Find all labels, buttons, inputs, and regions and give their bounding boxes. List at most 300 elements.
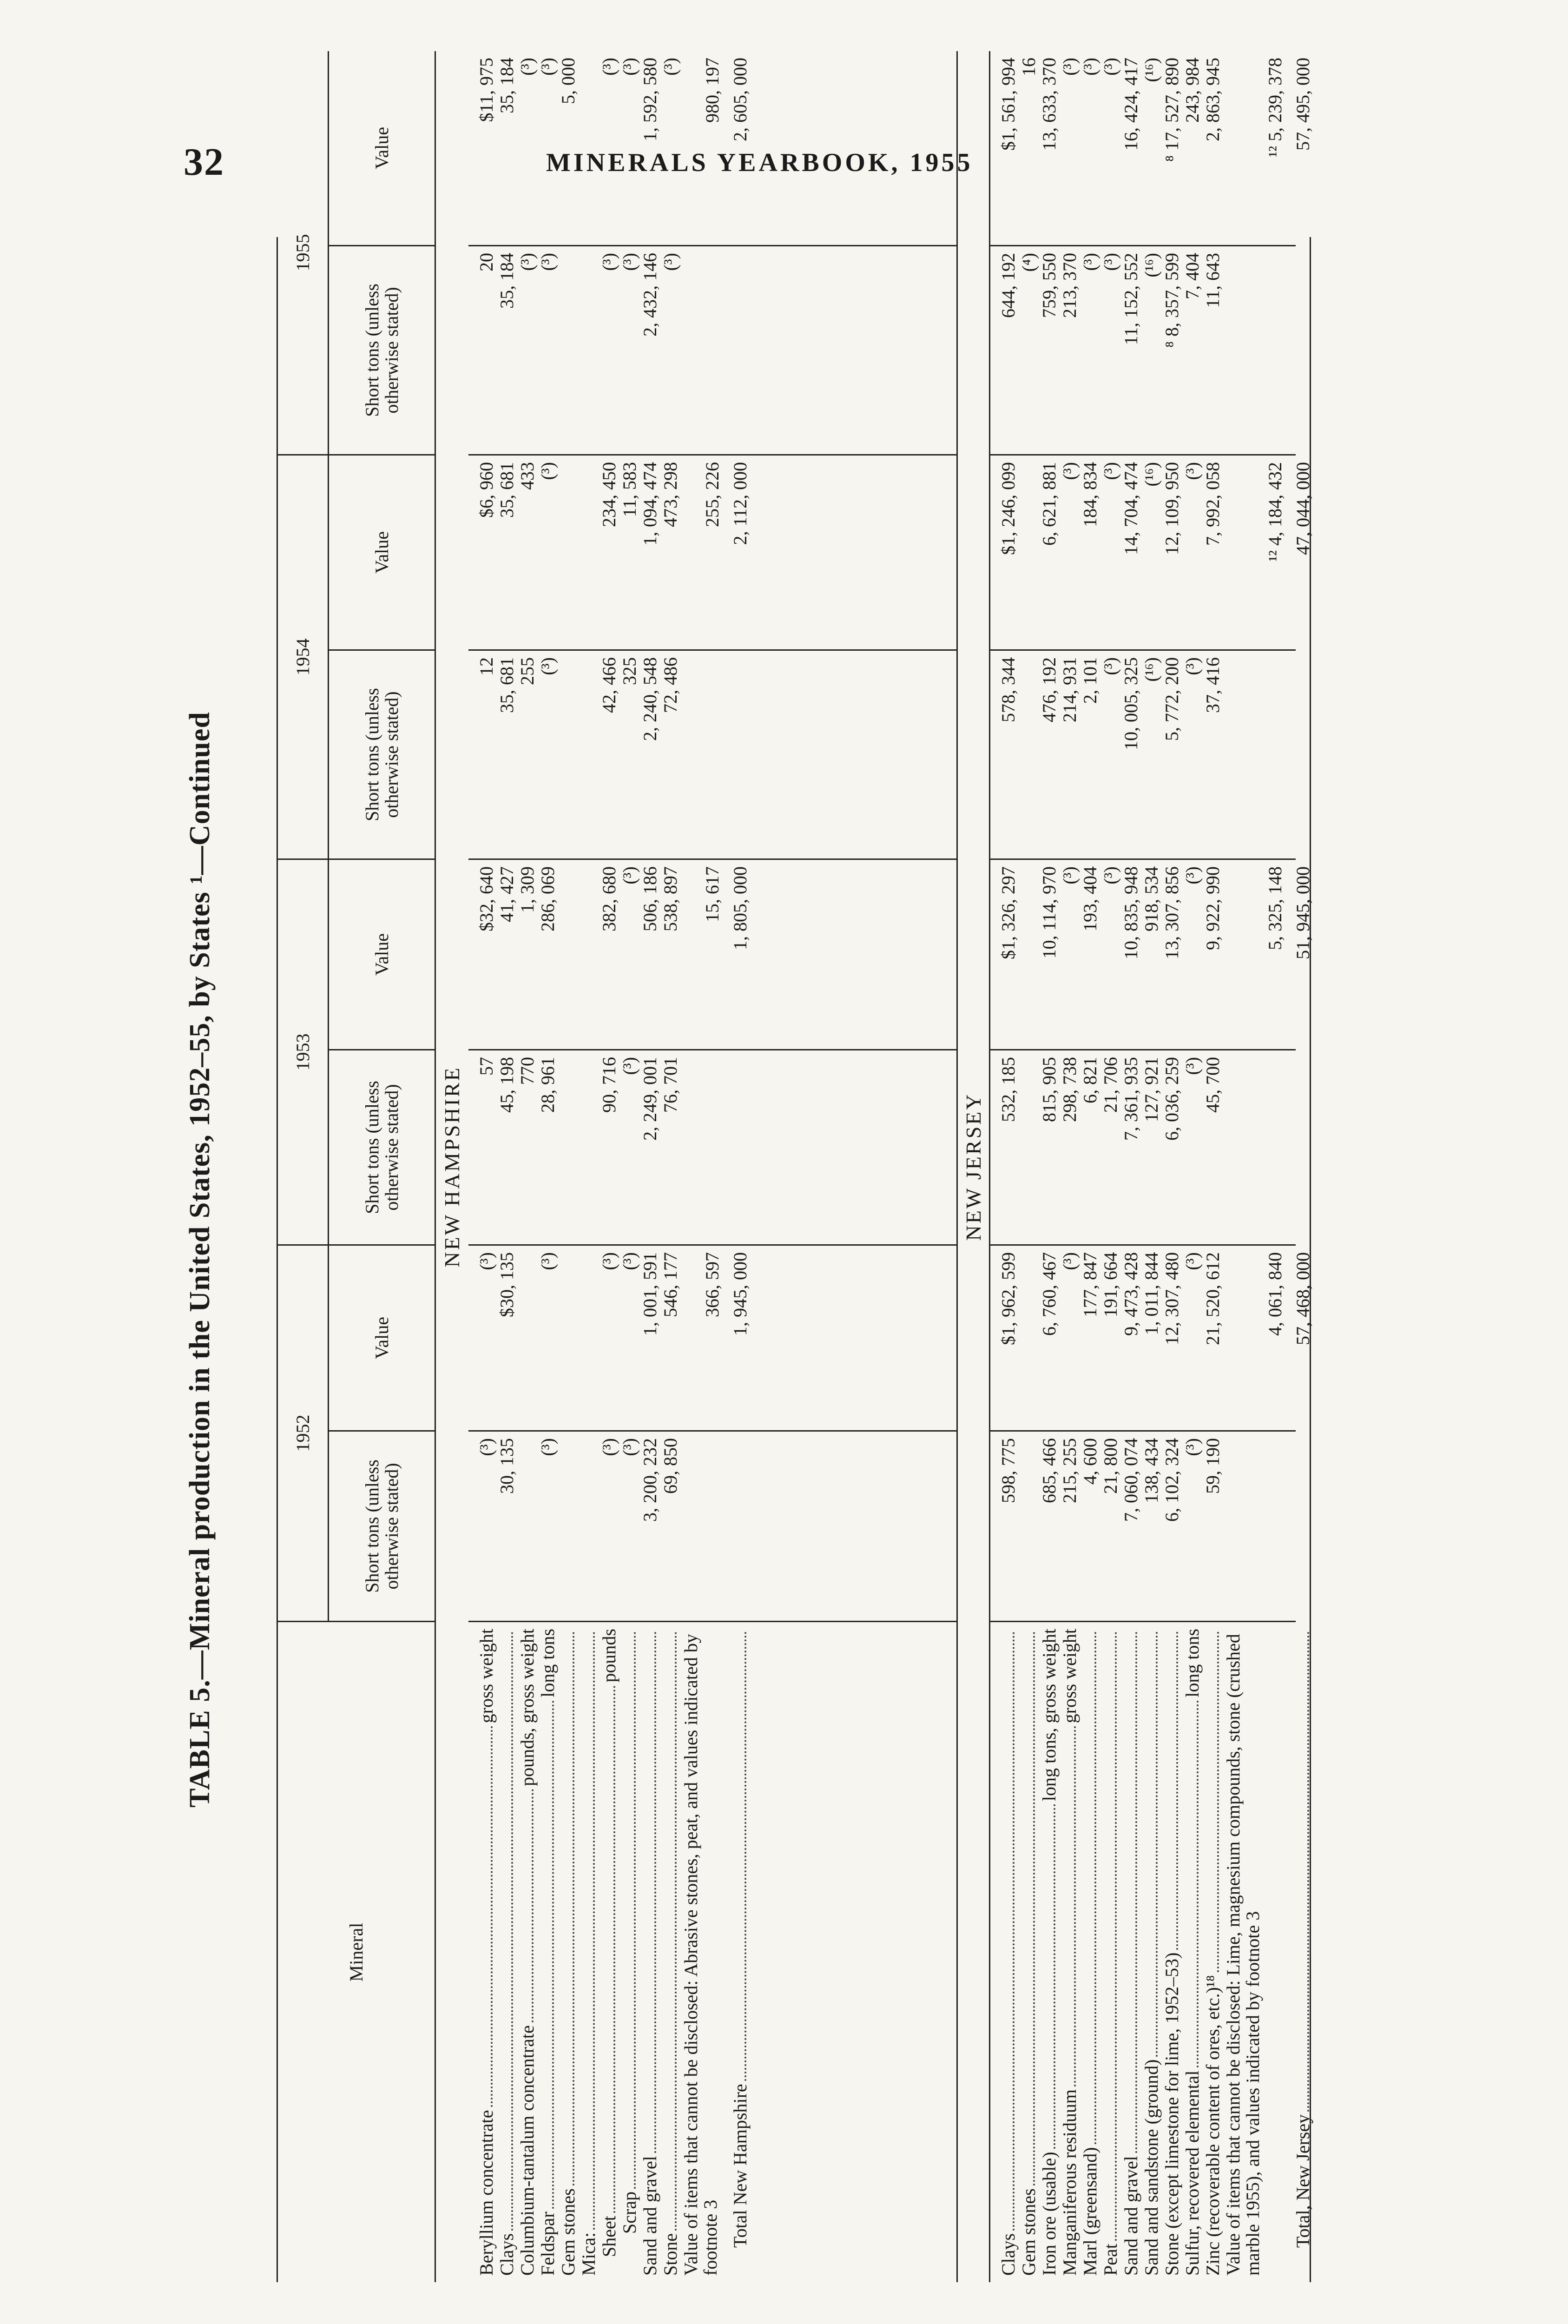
table-cell: (³) — [1059, 1252, 1080, 1270]
table-cell: (¹⁶) — [1141, 253, 1162, 277]
mineral-row-label — [1121, 1629, 1142, 2276]
data-column — [989, 456, 1313, 651]
leader-dots — [1121, 1631, 1137, 2153]
table-cell: 35, 184 — [496, 58, 517, 113]
leader-dots — [1293, 1631, 1309, 2112]
table-cell: 1, 001, 591 — [639, 1252, 660, 1336]
table-cell: 12, 109, 950 — [1161, 462, 1182, 555]
table-cell: (³) — [599, 58, 619, 76]
table-cell: 6, 621, 881 — [1039, 462, 1060, 546]
table-cell: 15, 617 — [702, 866, 723, 922]
total-row-label — [731, 1629, 751, 2276]
mineral-row-label — [538, 1629, 559, 2276]
short-tons-header: Short tons (unless otherwise stated) — [329, 1432, 436, 1622]
mineral-row-label — [518, 1629, 538, 2276]
table-cell: (³) — [1100, 58, 1121, 76]
table-cell: 35, 681 — [496, 462, 517, 518]
mineral-name: Manganiferous residuum — [1059, 2089, 1080, 2276]
table-cell: (³) — [660, 253, 681, 271]
year-header-1953: 1953 — [278, 860, 329, 1246]
mineral-name: Sand and gravel — [1120, 2156, 1141, 2276]
table-cell: 1, 011, 844 — [1141, 1252, 1162, 1335]
table-cell — [1224, 1438, 1285, 1614]
mineral-row-label — [640, 1629, 661, 2276]
table-cell: 546, 177 — [660, 1252, 681, 1317]
leader-dots — [1101, 1631, 1117, 2241]
table-cell — [579, 657, 600, 852]
total-cell: 47, 044, 000 — [1292, 462, 1313, 555]
table-cell — [681, 1057, 722, 1238]
table-cell — [579, 1057, 600, 1238]
table-cell: 598, 775 — [998, 1438, 1019, 1503]
table-cell: 7, 361, 935 — [1120, 1057, 1141, 1141]
table-cell: (³) — [517, 58, 538, 76]
table-cell: 815, 905 — [1039, 1057, 1060, 1122]
short-tons-header: Short tons (unless otherwise stated) — [329, 1050, 436, 1246]
table-cell: (³) — [1059, 866, 1080, 885]
table-cell: (³) — [537, 253, 558, 271]
leader-dots — [640, 1631, 656, 2153]
leader-dots — [1162, 1631, 1178, 1950]
table-title: TABLE 5.—Mineral production in the United States, 1952–55, by States ¹—Continued — [184, 712, 216, 1808]
table-cell: 4, 061, 840 — [1265, 1252, 1285, 1336]
table-cell — [1224, 657, 1285, 852]
table-cell: 243, 984 — [1182, 58, 1203, 123]
table-cell: (³) — [619, 1438, 640, 1456]
total-row-label — [1293, 1629, 1314, 2276]
data-column — [989, 1432, 1296, 1622]
leader-dots — [1142, 1631, 1158, 2057]
table-cell: 13, 633, 370 — [1039, 58, 1060, 151]
table-cell: (³) — [619, 253, 640, 271]
table-cell — [1019, 1252, 1040, 1424]
table-cell: 57 — [476, 1057, 497, 1076]
table-cell: $1, 962, 599 — [998, 1252, 1019, 1345]
table-cell: 13, 307, 856 — [1161, 866, 1182, 959]
table-cell: (³) — [1182, 1057, 1203, 1075]
mineral-row-label — [579, 1629, 600, 2276]
unit-label: pounds, gross weight — [517, 1629, 538, 1786]
table-cell — [1019, 657, 1040, 852]
mineral-header: Mineral — [278, 1622, 436, 2282]
table-cell: (¹⁶) — [1141, 58, 1162, 82]
table-cell — [1019, 866, 1040, 1043]
table-cell: 16, 424, 417 — [1120, 58, 1141, 151]
mineral-row-label — [661, 1629, 681, 2276]
leader-dots — [661, 1631, 677, 2231]
mineral-row-label — [1101, 1629, 1121, 2276]
mineral-row-label — [681, 1629, 722, 2276]
table-cell: ⁸ 8, 357, 599 — [1161, 253, 1182, 348]
table-cell: (³) — [1059, 58, 1080, 76]
mineral-row-label — [1060, 1629, 1080, 2276]
total-cell — [731, 657, 751, 852]
leader-dots — [497, 1631, 513, 2231]
table-cell: 325 — [619, 657, 640, 685]
table-cell: 298, 738 — [1059, 1057, 1080, 1122]
table-cell — [579, 1252, 600, 1424]
table-cell: 215, 255 — [1059, 1438, 1080, 1503]
total-cell — [731, 1057, 751, 1238]
table-cell: 1, 592, 580 — [639, 58, 660, 141]
table-cell: 9, 473, 428 — [1120, 1252, 1141, 1336]
mineral-name: Gem stones — [1018, 2188, 1039, 2276]
leader-dots — [620, 1631, 636, 2189]
table-cell: 14, 704, 474 — [1120, 462, 1141, 555]
table-cell: 759, 550 — [1039, 253, 1060, 318]
data-column — [989, 1050, 1296, 1246]
unit-label: pounds — [599, 1629, 619, 1683]
table-cell — [579, 462, 600, 643]
table-cell: 45, 700 — [1202, 1057, 1223, 1113]
table-cell: 35, 184 — [496, 253, 517, 309]
mineral-name: Clays — [998, 2233, 1019, 2276]
table-cell: $6, 960 — [476, 462, 497, 518]
total-cell: 57, 495, 000 — [1292, 58, 1313, 151]
total-cell: 51, 945, 000 — [1292, 866, 1313, 959]
table-cell — [681, 1438, 722, 1614]
leader-dots — [600, 1685, 615, 2213]
table-cell: (³) — [1182, 657, 1203, 675]
mineral-name: Peat — [1100, 2244, 1121, 2276]
data-column — [468, 1050, 956, 1246]
mineral-name: Iron ore (usable) — [1039, 2152, 1060, 2276]
table-cell — [518, 1252, 538, 1424]
data-column — [989, 246, 1296, 456]
mineral-row-label — [620, 1629, 640, 2276]
table-cell: (³) — [1100, 462, 1121, 480]
section-label-new-jersey: NEW JERSEY — [956, 51, 989, 2282]
table-cell: 11, 152, 552 — [1120, 253, 1141, 345]
table-cell: $30, 135 — [496, 1252, 517, 1317]
table-cell: 770 — [517, 1057, 538, 1085]
leader-dots — [1080, 1631, 1096, 2144]
table-cell: 193, 404 — [1080, 866, 1100, 931]
table-cell: 644, 192 — [998, 253, 1019, 318]
table-cell: 59, 190 — [1202, 1438, 1223, 1494]
table-cell: 980, 197 — [702, 58, 723, 123]
running-title: MINERALS YEARBOOK, 1955 — [546, 148, 973, 177]
table-cell: 6, 102, 324 — [1161, 1438, 1182, 1522]
table-cell: 382, 680 — [599, 866, 619, 931]
table-cell: (³) — [599, 253, 619, 271]
mineral-name: Stone — [660, 2233, 681, 2276]
table-cell: 12 — [476, 657, 497, 676]
mineral-name: Value of items that cannot be disclosed: Lime, magnesium compounds, stone (crushed marble 1955), and values indicated by footnote 3 — [1223, 1634, 1263, 2276]
data-column — [989, 1246, 1313, 1432]
leader-dots — [1060, 1726, 1076, 2086]
data-column — [989, 860, 1313, 1050]
mineral-name: Marl (greensand) — [1080, 2147, 1100, 2276]
mineral-row-label — [1142, 1629, 1162, 2276]
table-cell: 45, 198 — [496, 1057, 517, 1113]
data-column — [989, 51, 1313, 246]
unit-label: long tons — [1182, 1629, 1203, 1697]
short-tons-header: Short tons (unless otherwise stated) — [329, 651, 436, 860]
table-cell: 1, 309 — [517, 866, 538, 913]
table-cell: (³) — [476, 1252, 497, 1270]
table-cell — [559, 1057, 579, 1238]
table-cell: (³) — [1182, 866, 1203, 885]
data-column — [468, 246, 956, 456]
table-cell: 37, 416 — [1202, 657, 1223, 713]
table-cell: 578, 344 — [998, 657, 1019, 722]
table-cell: (³) — [599, 1252, 619, 1270]
total-cell — [1293, 657, 1314, 852]
total-cell — [731, 253, 751, 448]
value-header: Value — [329, 860, 436, 1050]
leader-dots — [477, 1726, 493, 2107]
table-cell: 506, 186 — [639, 866, 660, 931]
data-column — [468, 1246, 956, 1432]
table-cell: 6, 821 — [1080, 1057, 1100, 1103]
table-cell — [1019, 1057, 1040, 1238]
total-cell — [1293, 1057, 1314, 1238]
table-cell: 286, 069 — [537, 866, 558, 931]
table-cell: (³) — [1080, 58, 1100, 76]
table-cell: 9, 922, 990 — [1202, 866, 1223, 950]
table-cell: 11, 583 — [619, 462, 640, 517]
table-cell: 138, 434 — [1141, 1438, 1162, 1503]
table-cell: 234, 450 — [599, 462, 619, 527]
table-cell: 28, 961 — [537, 1057, 558, 1113]
leader-dots — [579, 1631, 595, 2230]
table-cell: 2, 240, 548 — [639, 657, 660, 741]
table-cell: $32, 640 — [476, 866, 497, 931]
value-header: Value — [329, 1246, 436, 1432]
table-cell: (³) — [476, 1438, 497, 1456]
table-cell: 21, 706 — [1100, 1057, 1121, 1113]
year-header-1954: 1954 — [278, 456, 329, 860]
table-cell: 476, 192 — [1039, 657, 1060, 722]
mineral-row-label — [1183, 1629, 1203, 2276]
table-cell — [559, 657, 579, 852]
table-cell: (³) — [619, 58, 640, 76]
table-cell: (³) — [537, 58, 558, 76]
table-cell: 21, 520, 612 — [1202, 1252, 1223, 1345]
data-column — [468, 51, 956, 246]
table-cell: (³) — [619, 1057, 640, 1075]
table-cell: 918, 534 — [1141, 866, 1162, 931]
table-cell: (³) — [1100, 657, 1121, 675]
total-cell — [1293, 253, 1314, 448]
table-cell: 2, 249, 001 — [639, 1057, 660, 1141]
data-column — [468, 456, 956, 651]
table-cell: 7, 060, 074 — [1120, 1438, 1141, 1522]
table-cell: ¹² 4, 184, 432 — [1265, 462, 1285, 561]
year-header-1955: 1955 — [278, 51, 329, 456]
table-cell: ⁸ 17, 527, 890 — [1161, 58, 1182, 162]
section-label-new-hampshire: NEW HAMPSHIRE — [440, 1066, 464, 1268]
table-cell: $1, 246, 099 — [998, 462, 1019, 555]
table-cell: 21, 800 — [1100, 1438, 1121, 1494]
table-cell: 11, 643 — [1202, 253, 1223, 308]
table-cell: 2, 101 — [1080, 657, 1100, 704]
table-cell: 35, 681 — [496, 657, 517, 713]
table-cell: 2, 432, 146 — [639, 253, 660, 337]
leader-dots — [1019, 1631, 1035, 2185]
table-cell: 7, 992, 058 — [1202, 462, 1223, 546]
table-cell: (³) — [619, 1252, 640, 1270]
leader-dots — [731, 1631, 746, 2081]
leader-dots — [1040, 1804, 1055, 2149]
data-column — [989, 651, 1296, 860]
table-cell: 6, 760, 467 — [1039, 1252, 1060, 1336]
table-cell: 255, 226 — [702, 462, 723, 527]
leader-dots — [518, 1789, 534, 2022]
unit-label: gross weight — [476, 1629, 497, 1723]
table-cell: 1, 094, 474 — [639, 462, 660, 546]
mineral-name: Sand and sandstone (ground) — [1141, 2059, 1162, 2276]
mineral-name: Sulfur, recovered elemental — [1182, 2070, 1203, 2276]
table-cell: (³) — [1100, 866, 1121, 885]
mineral-name: Value of items that cannot be disclosed: Abrasive stones, peat, and values indicated by footnote 3 — [680, 1634, 721, 2276]
table-cell: (³) — [1059, 462, 1080, 480]
table-cell: (¹⁶) — [1141, 462, 1162, 487]
table-cell: 69, 850 — [660, 1438, 681, 1494]
table-cell: 90, 716 — [599, 1057, 619, 1113]
table-cell: 6, 036, 259 — [1161, 1057, 1182, 1141]
mineral-column — [989, 1622, 1313, 2282]
mineral-row-label — [559, 1629, 579, 2276]
mineral-row-label — [1040, 1629, 1060, 2276]
mineral-name: Total New Hampshire — [730, 2084, 751, 2248]
table-cell: 184, 834 — [1080, 462, 1100, 527]
table-cell: (¹⁶) — [1141, 657, 1162, 682]
table-cell: 127, 921 — [1141, 1057, 1162, 1122]
mineral-name: Stone (except limestone for lime, 1952–53) — [1161, 1952, 1182, 2276]
table-cell: 255 — [517, 657, 538, 685]
table-cell: 41, 427 — [496, 866, 517, 922]
mineral-name: Feldspar — [537, 2212, 558, 2276]
table-cell: (³) — [599, 1438, 619, 1456]
total-cell — [1293, 1438, 1314, 1614]
value-header: Value — [329, 456, 436, 651]
mineral-row-label — [1080, 1629, 1101, 2276]
mineral-name: Sheet — [599, 2216, 619, 2257]
mineral-row-label — [999, 1629, 1019, 2276]
total-cell: 57, 468, 000 — [1292, 1252, 1313, 1345]
page-number: 32 — [184, 140, 224, 184]
mineral-name: Beryllium concentrate — [476, 2110, 497, 2276]
leader-dots — [1203, 1631, 1219, 1972]
table-cell: 20 — [476, 253, 497, 271]
table-cell — [559, 253, 579, 448]
table-cell: (³) — [517, 253, 538, 271]
table-cell: (⁴) — [1018, 253, 1039, 272]
leader-dots — [999, 1631, 1015, 2231]
table-cell: $11, 975 — [476, 58, 497, 122]
table-cell: (³) — [619, 866, 640, 885]
table-cell — [1224, 253, 1285, 448]
mineral-row-label — [1224, 1629, 1285, 2276]
unit-label: long tons — [537, 1629, 558, 1697]
total-cell: 1, 945, 000 — [730, 1252, 751, 1336]
table-cell: $1, 326, 297 — [998, 866, 1019, 959]
table-cell: ¹² 5, 239, 378 — [1265, 58, 1285, 157]
table-cell: $1, 561, 994 — [998, 58, 1019, 151]
leader-dots — [559, 1631, 574, 2185]
table-cell: 16 — [1018, 58, 1039, 76]
table-cell: 10, 114, 970 — [1039, 866, 1060, 959]
leader-dots — [1183, 1700, 1199, 2068]
table-cell — [559, 1438, 579, 1614]
total-cell: 2, 605, 000 — [730, 58, 751, 141]
year-header-1952: 1952 — [278, 1246, 329, 1622]
table-cell: 42, 466 — [599, 657, 619, 713]
table-cell: 433 — [517, 462, 538, 490]
mineral-column — [468, 1622, 956, 2282]
total-cell: 1, 805, 000 — [730, 866, 751, 950]
table-cell — [559, 866, 579, 1043]
table-cell: (³) — [1100, 253, 1121, 271]
mineral-name: Sand and gravel — [639, 2156, 660, 2276]
table-cell: (³) — [537, 657, 558, 675]
table-cell — [579, 1438, 600, 1614]
table-cell: 213, 370 — [1059, 253, 1080, 318]
table-cell: (³) — [1182, 1252, 1203, 1270]
table-cell: (³) — [1182, 462, 1203, 480]
table-cell: 30, 135 — [496, 1438, 517, 1494]
table-cell — [579, 58, 600, 238]
total-cell: 2, 112, 000 — [730, 462, 751, 545]
table-cell: 191, 664 — [1100, 1252, 1121, 1317]
table-cell — [579, 866, 600, 1043]
value-header: Value — [329, 51, 436, 246]
mineral-row-label — [600, 1629, 620, 2276]
table-cell: 538, 897 — [660, 866, 681, 931]
mineral-name: Total, New Jersey — [1292, 2114, 1313, 2248]
table-cell — [681, 253, 722, 448]
table-cell: (³) — [537, 462, 558, 480]
table-cell — [1224, 1057, 1285, 1238]
mineral-name: Mica: — [578, 2232, 599, 2276]
mineral-name: Gem stones — [558, 2188, 579, 2276]
table-cell: (³) — [537, 1252, 558, 1270]
table-cell — [681, 657, 722, 852]
mineral-row-label — [477, 1629, 497, 2276]
unit-label: long tons, gross weight — [1039, 1629, 1060, 1802]
table-cell: (³) — [537, 1438, 558, 1456]
table-cell: 177, 847 — [1080, 1252, 1100, 1317]
data-column — [468, 1432, 956, 1622]
table-cell: 5, 325, 148 — [1265, 866, 1285, 950]
table-cell: 5, 000 — [558, 58, 579, 104]
table-cell: 4, 600 — [1080, 1438, 1100, 1485]
table-cell: 366, 597 — [702, 1252, 723, 1317]
mineral-row-label — [1162, 1629, 1183, 2276]
table-cell: 72, 486 — [660, 657, 681, 713]
table-cell — [559, 1252, 579, 1424]
short-tons-header: Short tons (unless otherwise stated) — [329, 246, 436, 456]
table-cell — [518, 1438, 538, 1614]
table-cell — [1019, 462, 1040, 643]
table-cell: 3, 200, 232 — [639, 1438, 660, 1522]
leader-dots — [538, 1700, 554, 2209]
data-column — [468, 651, 956, 860]
table-cell: (³) — [1080, 253, 1100, 271]
total-cell — [731, 1438, 751, 1614]
table-cell: 7, 404 — [1182, 253, 1203, 299]
table-cell: 10, 005, 325 — [1120, 657, 1141, 750]
mineral-row-label — [497, 1629, 518, 2276]
table-cell: 2, 863, 945 — [1202, 58, 1223, 141]
mineral-name: Columbium-tantalum concentrate — [517, 2025, 538, 2276]
table-cell — [1019, 1438, 1040, 1614]
mineral-name: Clays — [496, 2233, 517, 2276]
table-cell: 532, 185 — [998, 1057, 1019, 1122]
table-cell: 10, 835, 948 — [1120, 866, 1141, 959]
